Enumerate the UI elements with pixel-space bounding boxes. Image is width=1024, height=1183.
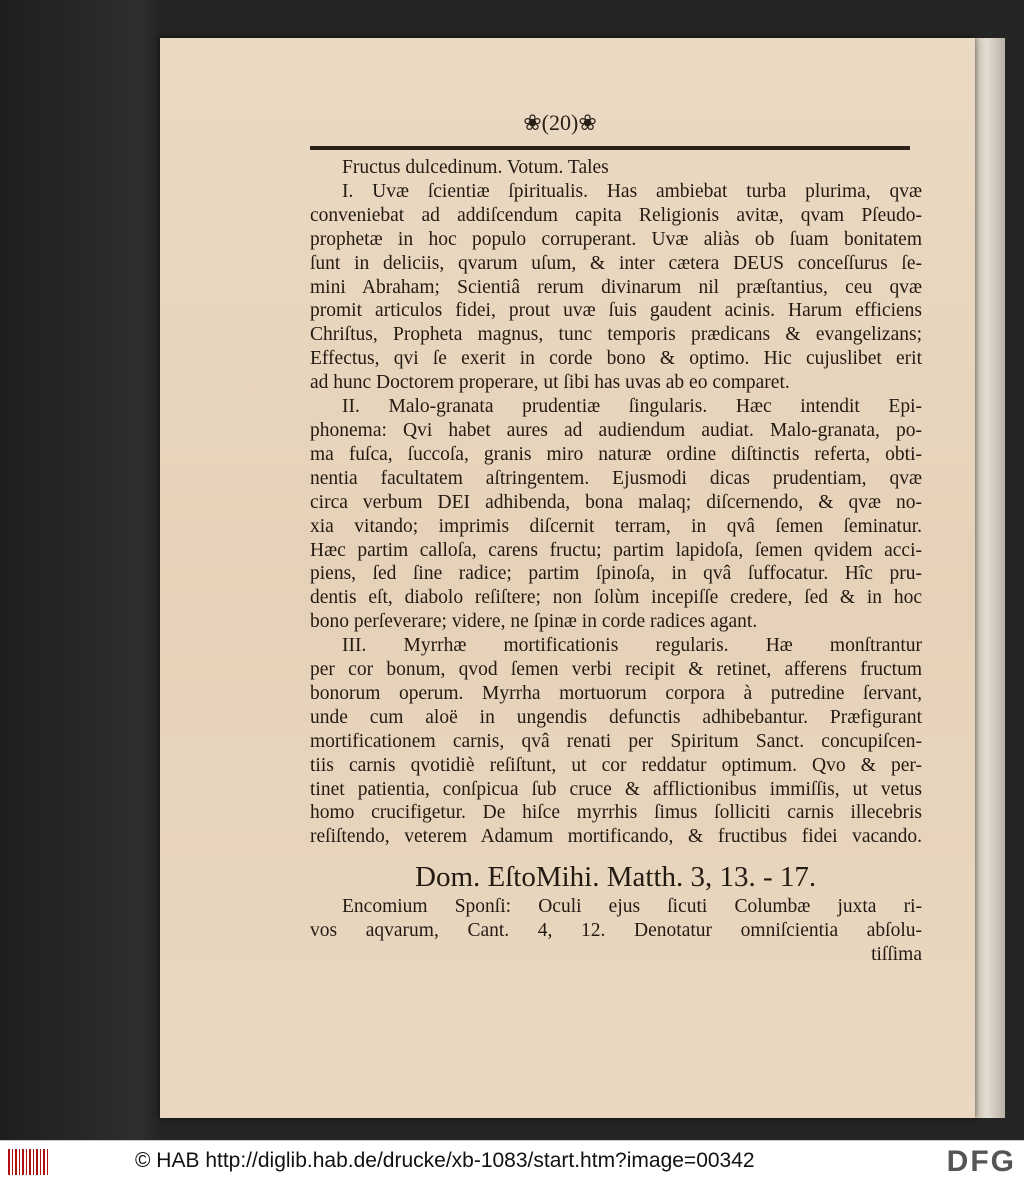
text-line: prophetæ in hoc populo corruperant. Uvæ aliàs ob ſuam bonitatem xyxy=(310,228,922,250)
text-line: ſunt in deliciis, qvarum uſum, & inter cætera DEUS conceſſurus ſe- xyxy=(310,252,922,274)
text-line: bono perſeverare; videre, ne ſpinæ in corde radices agant. xyxy=(310,611,758,633)
footer-bar xyxy=(0,1140,1024,1183)
text-line: xia vitando; imprimis diſcernit terram, in qvâ ſemen ſeminatur. xyxy=(310,515,922,537)
text-line: Hæc partim calloſa, carens fructu; partim lapidoſa, ſemen qvidem acci- xyxy=(310,539,922,561)
text-line: per cor bonum, qvod ſemen verbi recipit & retinet, afferens fructum xyxy=(310,659,922,681)
dfg-logo: DFG xyxy=(946,1145,1016,1178)
text-line: Effectus, qvi ſe exerit in corde bono & optimo. Hic cujuslibet erit xyxy=(310,348,922,370)
text-line: unde cum aloë in ungendis defunctis adhibebantur. Præfigurant xyxy=(310,706,922,728)
text-line: piens, ſed ſine radice; partim ſpinoſa, in qvâ ſuffocatur. Hîc pru- xyxy=(310,563,922,585)
text-line: II. Malo-granata prudentiæ ſingularis. Hæc intendit Epi- xyxy=(342,396,922,418)
page-text xyxy=(310,156,922,967)
hab-logo xyxy=(8,1149,48,1175)
text-line: conveniebat ad addiſcendum capita Religionis avitæ, qvam Pſeudo- xyxy=(310,204,922,226)
text-line: Chriſtus, Propheta magnus, tunc temporis prædicans & evangelizans; xyxy=(310,324,922,346)
page-number-header: ❀(20)❀ xyxy=(523,110,597,135)
text-line: homo crucifigetur. De hiſce myrrhis ſimus ſolliciti carnis illecebris xyxy=(310,802,922,824)
text-line: mini Abraham; Scientiâ rerum divinarum nil præſtantius, ceu qvæ xyxy=(310,276,922,298)
text-line: reſiſtendo, veterem Adamum mortificando, & fructibus fidei vacando. xyxy=(310,826,922,848)
text-line: vos aqvarum, Cant. 4, 12. Denotatur omniſcientia abſolu- xyxy=(310,920,922,942)
text-line: dentis eſt, diabolo reſiſtere; non ſolùm incepiſſe credere, ſed & in hoc xyxy=(310,587,922,609)
header-rule xyxy=(310,146,910,150)
copyright-link[interactable]: © HAB http://diglib.hab.de/drucke/xb-1083/start.htm?image=00342 xyxy=(135,1149,755,1172)
page-edge xyxy=(975,38,1005,1118)
text-line: tiis carnis qvotidiè reſiſtunt, ut cor reddatur optimum. Qvo & per- xyxy=(310,754,922,776)
text-line: Encomium Sponſi: Oculi ejus ſicuti Columbæ juxta ri- xyxy=(342,896,922,918)
text-line: tinet patientia, conſpicua ſub cruce & afflictionibus immiſſis, ut vetus xyxy=(310,778,922,800)
text-line: nentia facultatem aſtringentem. Ejusmodi dicas prudentiam, qvæ xyxy=(310,467,922,489)
text-line: I. Uvæ ſcientiæ ſpiritualis. Has ambiebat turba plurima, qvæ xyxy=(342,180,922,202)
text-line: ad hunc Doctorem properare, ut ſibi has uvas ab eo comparet. xyxy=(310,372,790,394)
text-line: III. Myrrhæ mortificationis regularis. Hæ monſtrantur xyxy=(342,635,922,657)
text-line: mortificationem carnis, qvâ renati per Spiritum Sanct. concupiſcen- xyxy=(310,730,922,752)
book-page xyxy=(160,38,975,1118)
text-line: Fructus dulcedinum. Votum. Tales xyxy=(342,157,609,178)
text-line: phonema: Qvi habet aures ad audiendum audiat. Malo-granata, po- xyxy=(310,419,922,441)
text-line: bonorum operum. Myrrha mortuorum corpora à putredine ſervant, xyxy=(310,682,922,704)
text-line: ma fuſca, ſuccoſa, granis miro naturæ ordine diſtinctis referta, obti- xyxy=(310,443,922,465)
section-heading: Dom. EſtoMihi. Matth. 3, 13. - 17. xyxy=(415,861,817,894)
text-line: promit articulos fidei, prout uvæ ſuis gaudent acinis. Harum efficiens xyxy=(310,300,922,322)
catchword: tiſſima xyxy=(871,944,922,966)
text-line: circa verbum DEI adhibenda, bona malaq; diſcernendo, & qvæ no- xyxy=(310,491,922,513)
